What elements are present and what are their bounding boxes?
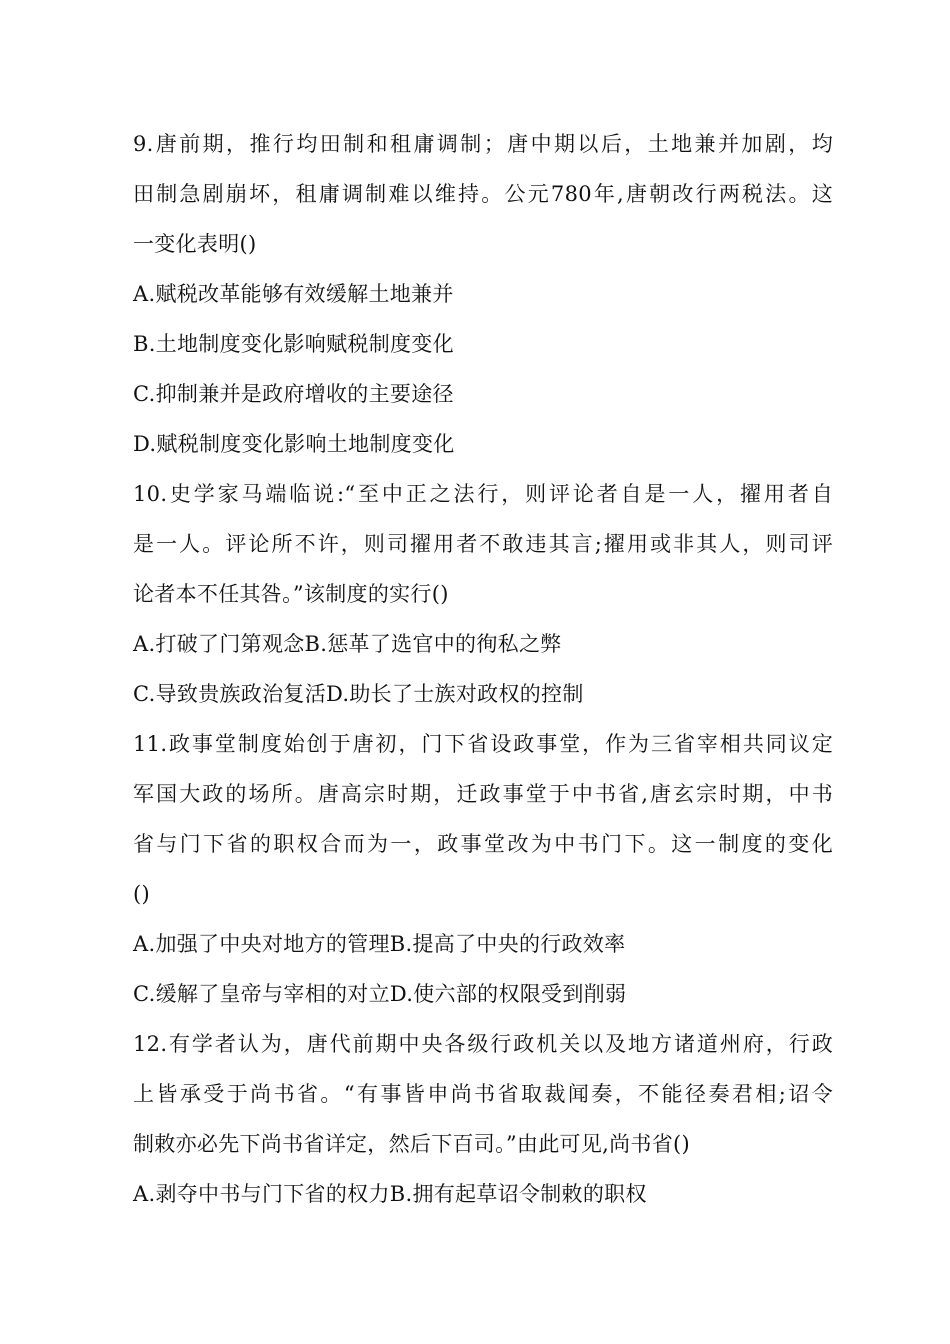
q9-option-b: B.土地制度变化影响赋税制度变化 <box>133 332 454 356</box>
q12-stem-line-1: 12.有学者认为，唐代前期中央各级行政机关以及地方诸道州府，行政 <box>133 1032 833 1056</box>
q12-options-ab: A.剥夺中书与门下省的权力B.拥有起草诏令制敕的职权 <box>133 1182 647 1206</box>
question-text-block <box>133 119 833 1219</box>
q12-stem-line-2: 上皆承受于尚书省。“有事皆申尚书省取裁闻奏，不能径奏君相;诏令 <box>133 1082 833 1106</box>
q10-stem-line-3: 论者本不任其咎。”该制度的实行() <box>133 582 449 606</box>
q9-stem-line-3: 一变化表明() <box>133 232 257 256</box>
q11-options-cd: C.缓解了皇帝与宰相的对立D.使六部的权限受到削弱 <box>133 982 627 1006</box>
q9-stem-line-2: 田制急剧崩坏，租庸调制难以维持。公元780年,唐朝改行两税法。这 <box>133 182 833 206</box>
q9-stem-line-1: 9.唐前期，推行均田制和租庸调制；唐中期以后，土地兼并加剧，均 <box>133 132 833 156</box>
q10-stem-line-2: 是一人。评论所不许，则司擢用者不敢违其言;擢用或非其人，则司评 <box>133 532 833 556</box>
q10-options-cd: C.导致贵族政治复活D.助长了士族对政权的控制 <box>133 682 584 706</box>
q9-option-c: C.抑制兼并是政府增收的主要途径 <box>133 382 454 406</box>
q9-option-d: D.赋税制度变化影响土地制度变化 <box>133 432 455 456</box>
q12-stem-line-3: 制敕亦必先下尚书省详定，然后下百司。”由此可见,尚书省() <box>133 1132 690 1156</box>
q11-stem-line-4: () <box>133 882 150 906</box>
q10-options-ab: A.打破了门第观念B.惩革了选官中的徇私之弊 <box>133 632 562 656</box>
q11-stem-line-2: 军国大政的场所。唐高宗时期，迁政事堂于中书省,唐玄宗时期，中书 <box>133 782 833 806</box>
q11-stem-line-3: 省与门下省的职权合而为一，政事堂改为中书门下。这一制度的变化 <box>133 832 833 856</box>
q11-stem-line-1: 11.政事堂制度始创于唐初，门下省设政事堂，作为三省宰相共同议定 <box>133 732 833 756</box>
q9-option-a: A.赋税改革能够有效缓解土地兼并 <box>133 282 454 306</box>
q10-stem-line-1: 10.史学家马端临说:“至中正之法行，则评论者自是一人，擢用者自 <box>133 482 833 506</box>
q11-options-ab: A.加强了中央对地方的管理B.提高了中央的行政效率 <box>133 932 626 956</box>
